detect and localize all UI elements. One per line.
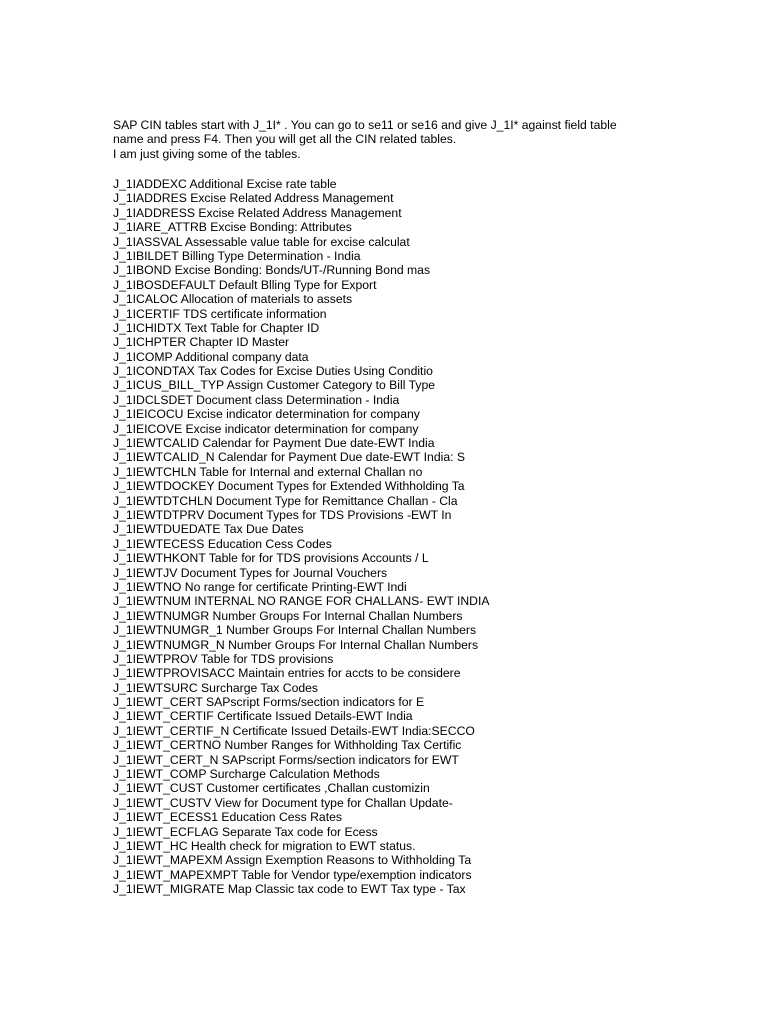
table-entry: J_1ICUS_BILL_TYP Assign Customer Category to Bill Type <box>113 378 435 393</box>
table-entry: J_1IDCLSDET Document class Determination - India <box>113 392 400 407</box>
table-entry: J_1IEICOCU Excise indicator determination for company <box>113 407 420 422</box>
table-entry: J_1IEWTCALID Calendar for Payment Due date-EWT India <box>113 436 435 451</box>
table-entry: J_1IARE_ATTRB Excise Bonding: Attributes <box>113 220 352 235</box>
table-entry: J_1IADDRESS Excise Related Address Management <box>113 205 402 220</box>
table-entry: J_1IEWTDTPRV Document Types for TDS Provisions -EWT In <box>113 507 452 522</box>
table-entry: J_1IEWTPROV Table for TDS provisions <box>113 651 334 666</box>
table-entry: J_1IEWT_MAPEXM Assign Exemption Reasons to Withholding Ta <box>113 853 472 868</box>
table-entry: J_1IEWTNUM INTERNAL NO RANGE FOR CHALLANS- EWT INDIA <box>113 594 490 609</box>
table-entry: J_1IEWTDUEDATE Tax Due Dates <box>113 522 304 537</box>
table-entry: J_1IEWTNO No range for certificate Printing-EWT Indi <box>113 579 407 594</box>
intro-line: name and press F4. Then you will get all the CIN related tables. <box>113 132 457 147</box>
table-entry: J_1IBOND Excise Bonding: Bonds/UT-/Running Bond mas <box>113 263 431 278</box>
table-list <box>113 177 753 897</box>
table-entry: J_1IASSVAL Assessable value table for excise calculat <box>113 234 410 249</box>
table-entry: J_1IEWT_CERT_N SAPscript Forms/section indicators for EWT <box>113 752 459 767</box>
intro-line: SAP CIN tables start with J_1I* . You can go to se11 or se16 and give J_1I* against field table <box>113 118 617 132</box>
intro-paragraph <box>113 118 753 161</box>
table-entry: J_1IEWTHKONT Table for for TDS provisions Accounts / L <box>113 551 429 566</box>
table-entry: J_1IEWT_CERTIF Certificate Issued Details-EWT India <box>113 709 413 724</box>
table-entry: J_1IEWT_CUST Customer certificates ,Challan customizin <box>113 781 430 796</box>
table-entry: J_1ICERTIF TDS certificate information <box>113 306 327 321</box>
table-entry: J_1IEWT_CUSTV View for Document type for Challan Update- <box>113 795 453 810</box>
table-entry: J_1IEWT_HC Health check for migration to EWT status. <box>113 838 416 853</box>
table-entry: J_1IEWT_MAPEXMPT Table for Vendor type/exemption indicators <box>113 867 472 882</box>
table-entry: J_1IADDEXC Additional Excise rate table <box>113 177 337 191</box>
table-entry: J_1IBOSDEFAULT Default Blling Type for Export <box>113 277 377 292</box>
table-entry: J_1IEWTNUMGR_1 Number Groups For Internal Challan Numbers <box>113 623 477 638</box>
table-entry: J_1IEWTCHLN Table for Internal and external Challan no <box>113 464 423 479</box>
table-entry: J_1IEWTPROVISACC Maintain entries for accts to be considere <box>113 666 461 681</box>
table-entry: J_1ICHPTER Chapter ID Master <box>113 335 290 350</box>
table-entry: J_1IEICOVE Excise indicator determination for company <box>113 421 419 436</box>
table-entry: J_1IEWT_ECESS1 Education Cess Rates <box>113 810 342 825</box>
table-entry: J_1IEWTECESS Education Cess Codes <box>113 536 332 551</box>
table-entry: J_1IADDRES Excise Related Address Management <box>113 191 394 206</box>
table-entry: J_1IEWTNUMGR_N Number Groups For Internal Challan Numbers <box>113 637 479 652</box>
table-entry: J_1IEWT_ECFLAG Separate Tax code for Ecess <box>113 824 378 839</box>
table-entry: J_1IEWT_CERT SAPscript Forms/section indicators for E <box>113 695 425 710</box>
table-entry: J_1IEWTJV Document Types for Journal Vouchers <box>113 565 388 580</box>
table-entry: J_1ICONDTAX Tax Codes for Excise Duties Using Conditio <box>113 364 433 379</box>
table-entry: J_1IEWT_CERTNO Number Ranges for Withholding Tax Certific <box>113 738 462 753</box>
table-entry: J_1IBILDET Billing Type Determination - India <box>113 248 361 263</box>
table-entry: J_1IEWT_COMP Surcharge Calculation Methods <box>113 767 380 782</box>
intro-line: I am just giving some of the tables. <box>113 146 301 161</box>
table-entry: J_1ICHIDTX Text Table for Chapter ID <box>113 320 320 335</box>
table-entry: J_1ICALOC Allocation of materials to assets <box>113 292 353 307</box>
table-entry: J_1IEWTDOCKEY Document Types for Extended Withholding Ta <box>113 479 465 494</box>
table-entry: J_1IEWT_MIGRATE Map Classic tax code to EWT Tax type - Tax <box>113 882 466 897</box>
table-entry: J_1IEWT_CERTIF_N Certificate Issued Details-EWT India:SECCO <box>113 723 475 738</box>
table-entry: J_1IEWTSURC Surcharge Tax Codes <box>113 680 319 695</box>
table-entry: J_1IEWTNUMGR Number Groups For Internal Challan Numbers <box>113 608 463 623</box>
table-entry: J_1IEWTCALID_N Calendar for Payment Due date-EWT India: S <box>113 450 466 465</box>
table-entry: J_1IEWTDTCHLN Document Type for Remittance Challan - Cla <box>113 493 458 508</box>
table-entry: J_1ICOMP Additional company data <box>113 349 309 364</box>
